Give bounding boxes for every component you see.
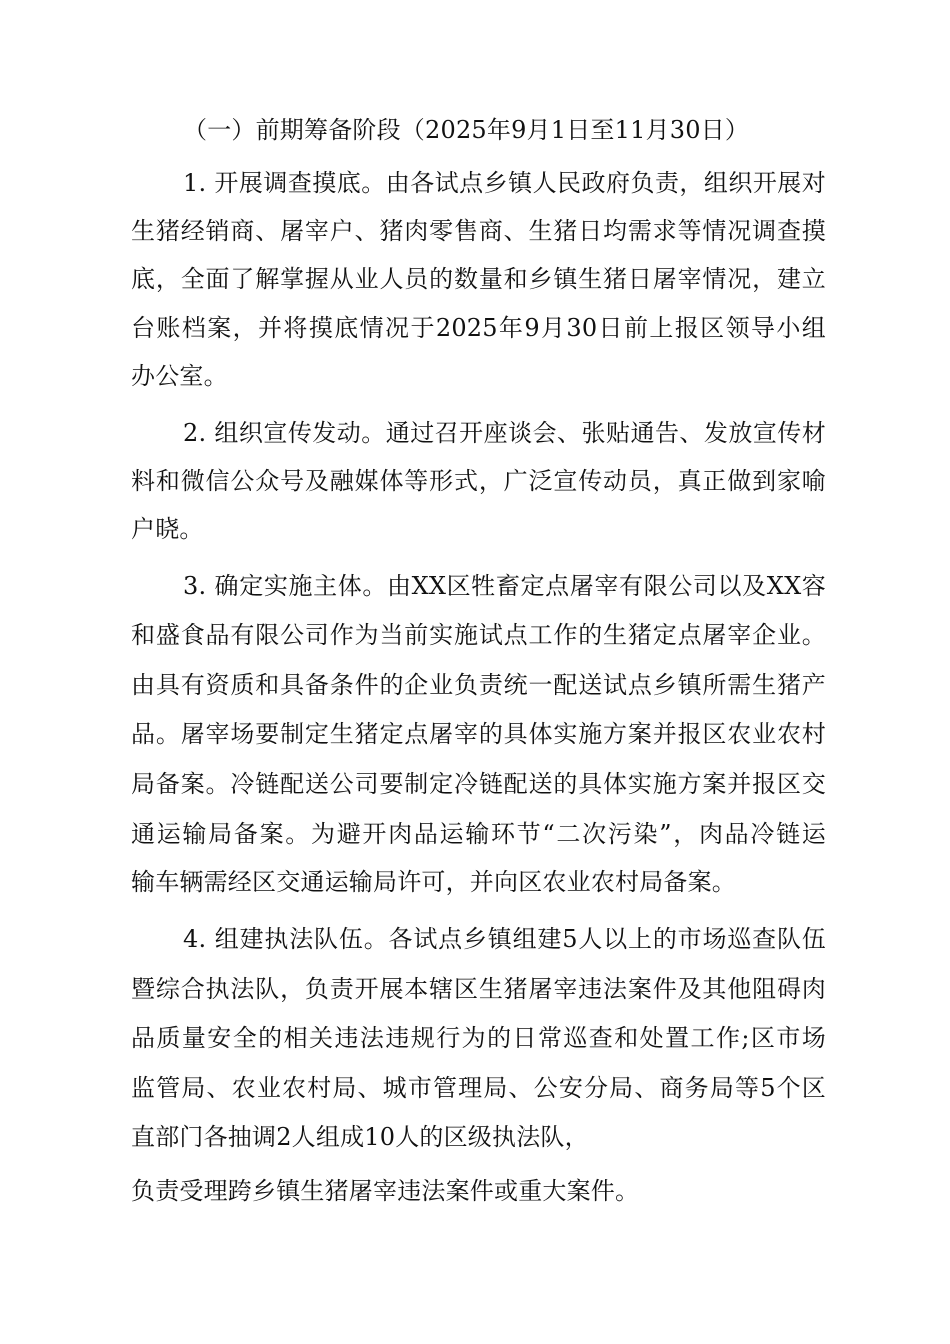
paragraph-line: 办公室。 — [131, 362, 228, 390]
paragraph-line: 2. 组织宣传发动。通过召开座谈会、张贴通告、发放宣传材 — [183, 419, 826, 447]
paragraph-line: 监管局、农业农村局、城市管理局、公安分局、商务局等5个区 — [131, 1074, 826, 1102]
paragraph-line: 输车辆需经区交通运输局许可，并向区农业农村局备案。 — [131, 868, 736, 896]
paragraph-line: 暨综合执法队，负责开展本辖区生猪屠宰违法案件及其他阻碍肉 — [131, 975, 826, 1003]
paragraph-line: 品。屠宰场要制定生猪定点屠宰的具体实施方案并报区农业农村 — [131, 720, 826, 748]
paragraph-line: 负责受理跨乡镇生猪屠宰违法案件或重大案件。 — [131, 1177, 640, 1205]
paragraph-line: 生猪经销商、屠宰户、猪肉零售商、生猪日均需求等情况调查摸 — [131, 217, 826, 245]
paragraph-line: 户晓。 — [131, 515, 204, 543]
paragraph-line: 料和微信公众号及融媒体等形式，广泛宣传动员，真正做到家喻 — [131, 467, 826, 495]
paragraph-line: 通运输局备案。为避开肉品运输环节“二次污染”，肉品冷链运 — [131, 820, 826, 848]
paragraph-line: 直部门各抽调2人组成10人的区级执法队， — [131, 1123, 589, 1151]
paragraph-line: 4. 组建执法队伍。各试点乡镇组建5人以上的市场巡查队伍 — [183, 925, 826, 953]
section-heading: （一）前期筹备阶段（2025年9月1日至11月30日） — [183, 116, 750, 144]
paragraph-line: 台账档案，并将摸底情况于2025年9月30日前上报区领导小组 — [131, 314, 826, 342]
paragraph-line: 1. 开展调查摸底。由各试点乡镇人民政府负责，组织开展对 — [183, 169, 826, 197]
paragraph-line: 品质量安全的相关违法违规行为的日常巡查和处置工作;区市场 — [131, 1024, 826, 1052]
paragraph-line: 3. 确定实施主体。由XX区牲畜定点屠宰有限公司以及XX容 — [183, 572, 826, 600]
paragraph-line: 局备案。冷链配送公司要制定冷链配送的具体实施方案并报区交 — [131, 770, 826, 798]
paragraph-line: 底，全面了解掌握从业人员的数量和乡镇生猪日屠宰情况，建立 — [131, 265, 826, 293]
paragraph-line: 由具有资质和具备条件的企业负责统一配送试点乡镇所需生猪产 — [131, 671, 826, 699]
paragraph-line: 和盛食品有限公司作为当前实施试点工作的生猪定点屠宰企业。 — [131, 621, 826, 649]
